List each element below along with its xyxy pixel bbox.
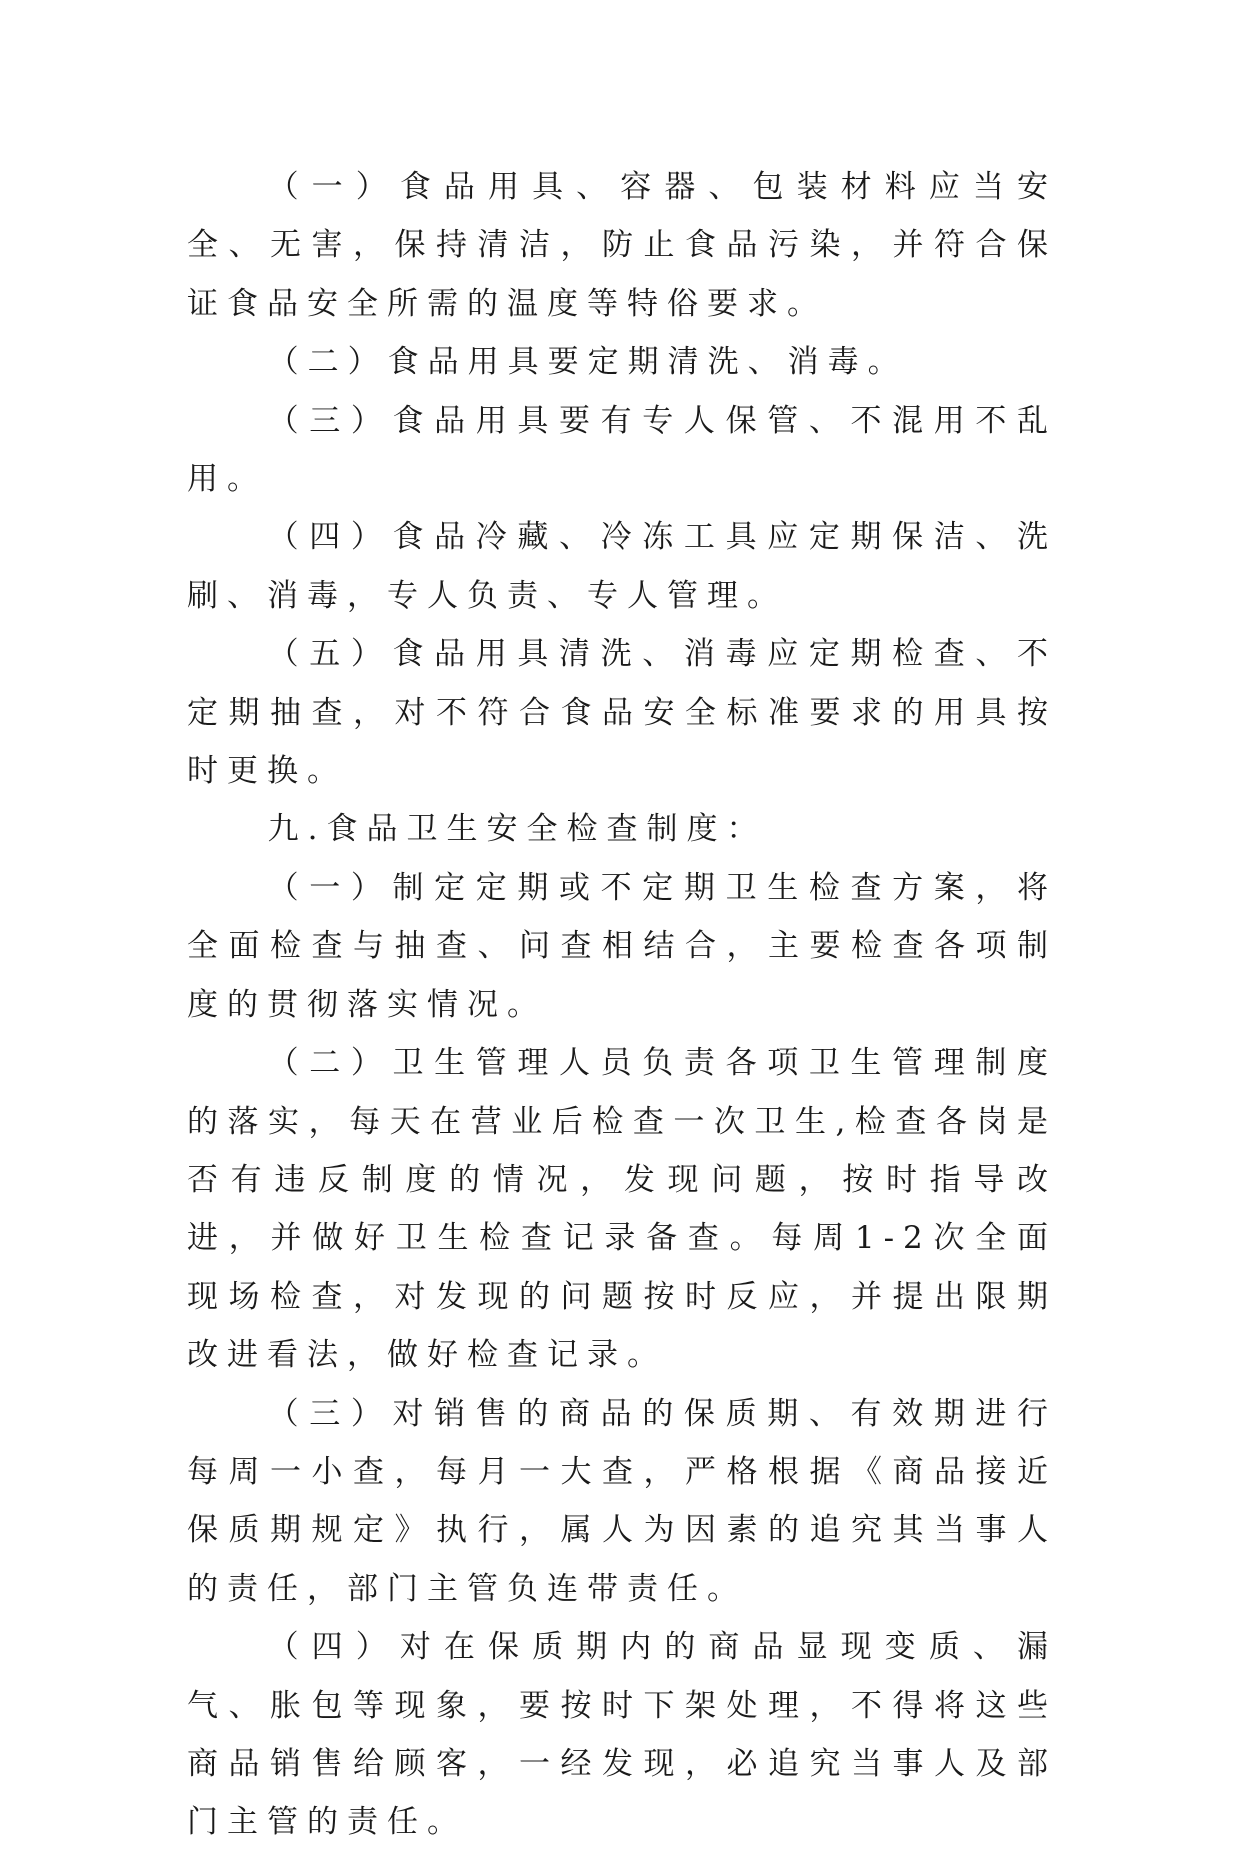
paragraph-inspection-plan: （一）制定定期或不定期卫生检查方案，将全面检查与抽查、问查相结合，主要检查各项制度的贯彻落实情况。: [187, 869, 1057, 1023]
paragraph-utensils-cleaning: （二）食品用具要定期清洗、消毒。: [267, 344, 908, 381]
paragraph-hygiene-manager-duties: （二）卫生管理人员负责各项卫生管理制度的落实，每天在营业后检查一次卫生,检查各岗是否有违反制度的情况，发现问题，按时指导改进，并做好卫生检查记录备查。每周1-2次全面现场检查，对发现的问题按时反应，并提出限期改进看法，做好检查记录。: [187, 1045, 1057, 1374]
paragraph-utensils-custody: （三）食品用具要有专人保管、不混用不乱用。: [187, 402, 1057, 498]
paragraph-utensils-inspection: （五）食品用具清洗、消毒应定期检查、不定期抽查，对不符合食品安全标准要求的用具按时更换。: [187, 636, 1057, 790]
paragraph-shelf-life-checks: （三）对销售的商品的保质期、有效期进行每周一小查，每月一大查，严格根据《商品接近保质期规定》执行，属人为因素的追究其当事人的责任，部门主管负连带责任。: [187, 1395, 1057, 1607]
paragraph-spoiled-goods: （四）对在保质期内的商品显现变质、漏气、胀包等现象，要按时下架处理，不得将这些商品销售给顾客，一经发现，必追究当事人及部门主管的责任。: [187, 1629, 1057, 1841]
paragraph-utensils-safety: （一）食品用具、容器、包装材料应当安全、无害，保持清洁，防止食品污染，并符合保证食品安全所需的温度等特俗要求。: [187, 169, 1057, 322]
section-heading-inspection-system: 九.食品卫生安全检查制度：: [267, 811, 767, 848]
paragraph-cold-storage-tools: （四）食品冷藏、冷冻工具应定期保洁、洗刷、消毒，专人负责、专人管理。: [187, 519, 1057, 614]
document-body: [187, 158, 1057, 1852]
